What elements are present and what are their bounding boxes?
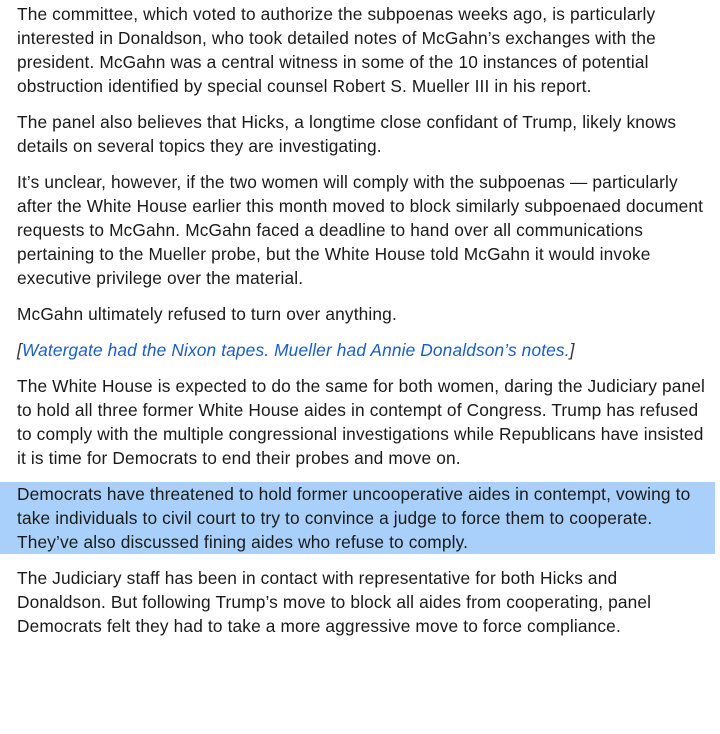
paragraph-panel-hicks[interactable]: The panel also believes that Hicks, a longtime close confidant of Trump, likely knows details on several topics they are investigating. (17, 112, 677, 156)
related-close-bracket: ] (569, 340, 575, 360)
highlighted-paragraph[interactable] (17, 482, 707, 554)
paragraph-judiciary-staff[interactable]: The Judiciary staff has been in contact with representative for both Hicks and Donaldson. But following Trump’s move to block all aides from cooperating, panel Democrats felt they had to take a more aggressive move to force compliance. (17, 568, 652, 636)
related-article-link[interactable]: Watergate had the Nixon tapes. Mueller had Annie Donaldson’s notes. (21, 340, 570, 360)
paragraph-white-house-expected[interactable]: The White House is expected to do the same for both women, daring the Judiciary panel to hold all three former White House aides in contempt of Congress. Trump has refused to comply with the multiple congressional investigations while Republicans have insisted it is time for Democrats to end their probes and move on. (17, 376, 706, 468)
related-article (17, 338, 707, 362)
article-body (17, 2, 707, 650)
paragraph-committee[interactable]: The committee, which voted to authorize the subpoenas weeks ago, is particularly interested in Donaldson, who took detailed notes of McGahn’s exchanges with the president. McGahn was a central witness in some of the 10 instances of potential obstruction identified by special counsel Robert S. Mueller III in his report. (17, 4, 656, 96)
highlighted-paragraph-text[interactable]: Democrats have threatened to hold former uncooperative aides in contempt, vowing to take individuals to civil court to try to convince a judge to force them to cooperate. They’ve also discussed fining aides who refuse to comply. (17, 484, 691, 552)
related-open-bracket: [ (17, 340, 22, 360)
paragraph-mcgahn-refused[interactable]: McGahn ultimately refused to turn over anything. (17, 304, 397, 324)
paragraph-unclear-comply[interactable]: It’s unclear, however, if the two women will comply with the subpoenas — particularly after the White House earlier this month moved to block similarly subpoenaed document requests to McGahn. McGahn faced a deadline to hand over all communications pertaining to the Mueller probe, but the White House told McGahn it would invoke executive privilege over the material. (17, 172, 704, 288)
